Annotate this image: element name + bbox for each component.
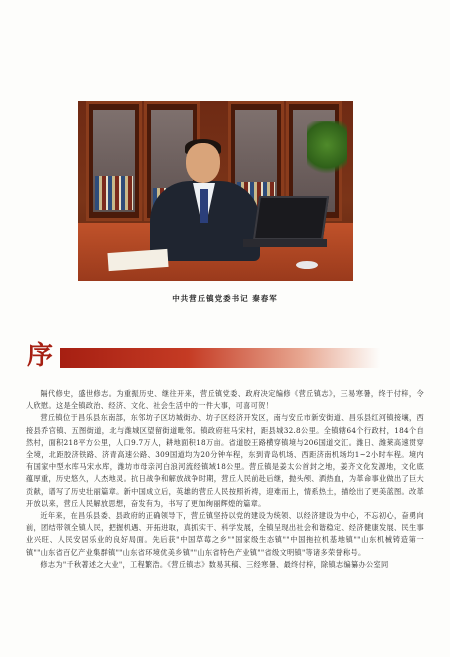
laptop-icon bbox=[253, 196, 329, 240]
person-head bbox=[186, 143, 220, 183]
paragraph: 隔代修史，盛世修志。为重振历史、继往开来，营丘镇党委、政府决定编修《营丘镇志》，三易寒暑，终于付梓，令人欣慰。这是全镇政治、经济、文化、社会生活中的一件大事，可喜可贺！ bbox=[26, 389, 424, 411]
preface-body bbox=[26, 388, 424, 571]
photo-caption: 中共营丘镇党委书记 秦春军 bbox=[172, 294, 278, 303]
paragraph: 修志为"千秋著述之大业"，工程繁浩。《营丘镇志》数易其稿、三经寒暑、最终付梓，除镇志编纂办公室同 bbox=[40, 559, 389, 569]
portrait-photo bbox=[78, 101, 353, 281]
paragraph: 营丘镇位于昌乐县东南部，东邻坊子区坊城街办、坊子区经济开发区，南与安丘市新安街道、昌乐县红河镇接壤，西接县乔官镇、五图街道，北与潍城区望留街道毗邻。镇政府驻马宋村，距县城32.8公里。全镇辖64个行政村，184个自然村，面积218平方公里，人口9.7万人，耕地面积18万亩。省道胶王路横穿镇境与206国道交汇。潍日、潍莱高速贯穿全境，北距胶济铁路、济青高速公路、309国道均为20分钟车程，东到青岛机场、西距济南机场均1~2小时车程。境内有国家中型水库马宋水库，潍坊市母亲河白浪河流经镇域18公里。营丘镇是姜太公首封之地，姜齐文化发源地，文化底蕴厚重，历史悠久，人杰地灵。抗日战争和解放战争时期，营丘人民前赴后继，抛头颅、洒热血，为革命事业做出了巨大贡献，谱写了历史壮丽篇章。新中国成立后，英雄的营丘人民按照祈祷，迎难而上，情系热土，描绘出了更美蓝图。改革开放以来，营丘人民解放思想，奋发有为，书写了更加绚丽辉煌的篇章。 bbox=[26, 413, 424, 508]
section-header-bar bbox=[60, 348, 380, 368]
plant-icon bbox=[307, 121, 347, 181]
section-title: 序 bbox=[27, 341, 54, 371]
cup-icon bbox=[296, 261, 318, 269]
paragraph: 近年来，在昌乐县委、县政府的正确领导下，营丘镇坚持以党的建设为统领、以经济建设为中心，不忘初心，奋勇向前，团结带领全镇人民，把握机遇、开拓进取，真抓实干、科学发展，全镇呈现出社会和谐稳定、经济健康发展、民生事业兴旺、人民安居乐业的良好局面。先后获"中国草莓之乡""国家级生态镇""中国拖拉机基地镇""山东机械铸造第一镇""山东省百亿产业集群镇""山东省环境优美乡镇""山东省特色产业镇""省级文明镇"等诸多荣誉称号。 bbox=[26, 511, 424, 557]
bookshelf-left bbox=[86, 101, 142, 221]
